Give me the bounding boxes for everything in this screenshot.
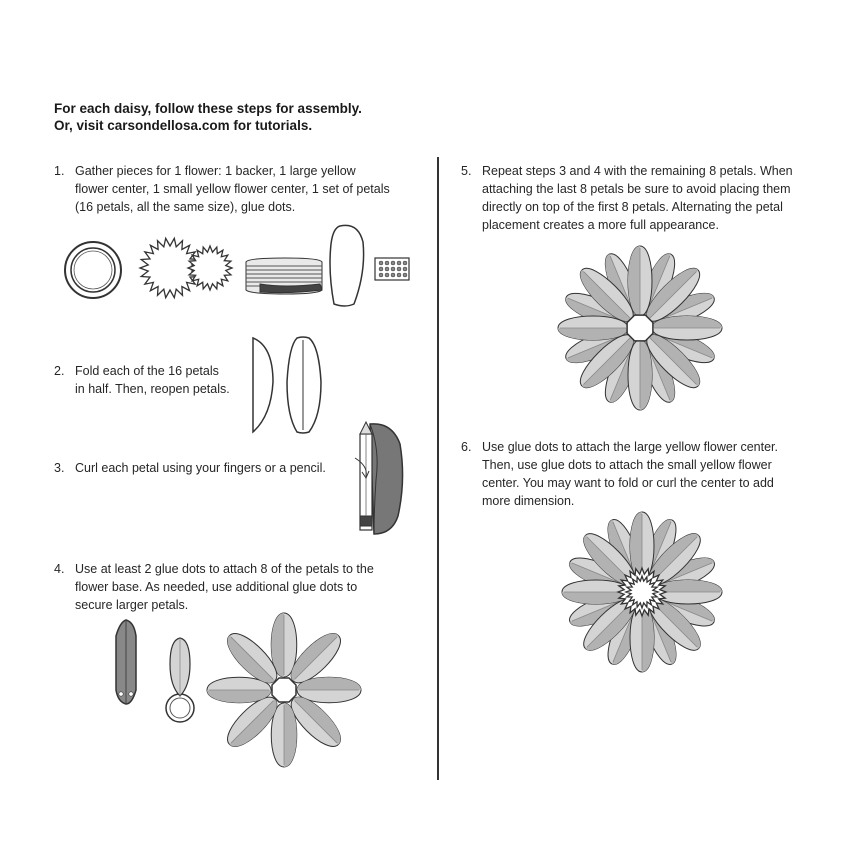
heading-line-2: Or, visit carsondellosa.com for tutorials.	[54, 118, 313, 133]
single-petal-icon	[330, 225, 364, 306]
step-3-curl-illustration	[352, 420, 412, 540]
sixteen-petal-flower-icon	[558, 246, 722, 410]
column-divider	[437, 157, 439, 780]
curled-petal-icon	[370, 424, 403, 534]
instructions-heading	[54, 100, 454, 134]
step-text-line: Fold each of the 16 petals	[75, 364, 219, 378]
heading-line-1: For each daisy, follow these steps for assembly.	[54, 101, 362, 116]
step-text-line: Gather pieces for 1 flower: 1 backer, 1 large yellow	[75, 164, 356, 178]
step-text-line: Repeat steps 3 and 4 with the remaining 8 petals. When	[482, 164, 793, 178]
step-2-fold-illustration	[245, 336, 335, 436]
step-text-line: secure larger petals.	[75, 598, 189, 612]
glue-dots-icon	[375, 258, 409, 280]
step-number: 4.	[54, 562, 65, 576]
folded-petal-icon	[253, 338, 273, 432]
step-text-line: flower center, 1 small yellow flower center, 1 set of petals	[75, 182, 390, 196]
step-1-pieces-illustration	[60, 222, 420, 307]
step-text-line: (16 petals, all the same size), glue dots.	[75, 200, 296, 214]
step-number: 5.	[461, 164, 472, 178]
petal	[558, 316, 628, 340]
petal	[628, 340, 652, 410]
step-number: 3.	[54, 461, 65, 475]
step-text-line: in half. Then, reopen petals.	[75, 382, 230, 396]
step-text-line: more dimension.	[482, 494, 575, 508]
step-text-line: center. You may want to fold or curl the center to add	[482, 476, 774, 490]
petal-stack-icon	[246, 258, 322, 294]
step-text-line: Curl each petal using your fingers or a pencil.	[75, 461, 326, 475]
reopened-petal-icon	[287, 337, 321, 433]
step-text-line: placement creates a more full appearance.	[482, 218, 719, 232]
backer-ring-icon	[65, 242, 121, 298]
petal	[628, 246, 652, 316]
step-number: 1.	[54, 164, 65, 178]
curled-petal-side-icon	[116, 620, 136, 704]
step-text-line: Use glue dots to attach the large yellow flower center.	[482, 440, 778, 454]
step-6-flower-illustration	[556, 512, 726, 672]
petal-on-base-icon	[166, 638, 194, 722]
step-number: 2.	[54, 364, 65, 378]
finished-daisy-icon	[562, 512, 722, 672]
step-text-line: directly on top of the first 8 petals. Alternating the petal	[482, 200, 783, 214]
step-4-attach-illustration	[108, 614, 368, 774]
step-5-flower-illustration	[548, 244, 728, 414]
step-text-line: attaching the last 8 petals be sure to avoid placing them	[482, 182, 791, 196]
step-number: 6.	[461, 440, 472, 454]
eight-petal-flower-icon	[207, 613, 361, 767]
step-text-line: Use at least 2 glue dots to attach 8 of the petals to the	[75, 562, 374, 576]
flower-center	[618, 568, 666, 616]
step-text-line: flower base. As needed, use additional glue dots to	[75, 580, 358, 594]
petal	[652, 316, 722, 340]
step-text-line: Then, use glue dots to attach the small yellow flower	[482, 458, 772, 472]
